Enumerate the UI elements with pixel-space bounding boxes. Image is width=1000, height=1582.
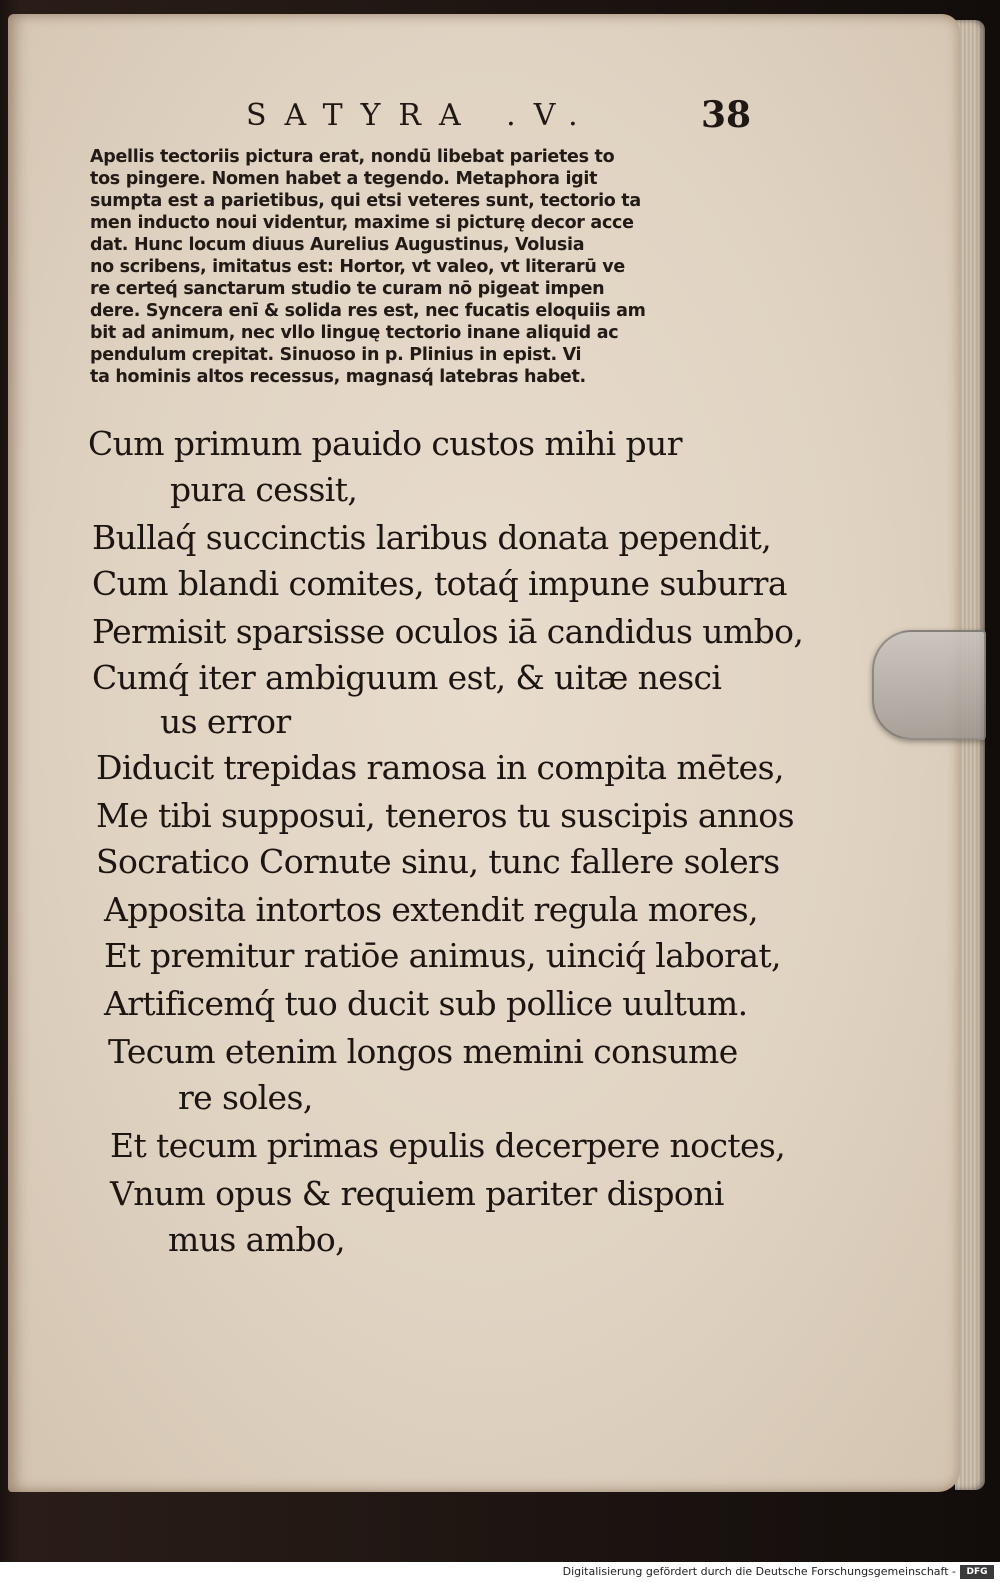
commentary-line: no scribens, imitatus est: Hortor, vt valeo, vt literarū ve xyxy=(90,257,625,277)
verse-line: Me tibi supposui, teneros tu suscipis annos xyxy=(96,796,794,835)
footer-bar xyxy=(0,1562,1000,1582)
commentary-line: Apellis tectoriis pictura erat, nondū libebat parietes to xyxy=(90,147,615,167)
verse-line: Cumq́ iter ambiguum est, & uitæ nesci xyxy=(92,658,722,697)
commentary-line: men inducto noui videntur, maxime si picturę decor acce xyxy=(90,213,634,233)
verse-line: Et premitur ratiōe animus, uinciq́ laborat, xyxy=(104,936,781,975)
running-title: SATYRA .V. xyxy=(246,98,596,133)
verse-line: re soles, xyxy=(178,1078,313,1117)
folio-number: 38 xyxy=(701,94,752,136)
commentary-line: sumpta est a parietibus, qui etsi veteres sunt, tectorio ta xyxy=(90,191,641,211)
commentary-line: dere. Syncera enī & solida res est, nec fucatis eloquiis am xyxy=(90,301,646,321)
verse-line: Apposita intortos extendit regula mores, xyxy=(104,890,759,929)
verse-line: Cum primum pauido custos mihi pur xyxy=(88,424,682,463)
verse-line: us error xyxy=(160,702,291,741)
book-page xyxy=(8,14,960,1492)
commentary-line: re certeq́ sanctarum studio te curam nō pigeat impen xyxy=(90,279,605,299)
verse-line: Bullaq́ succinctis laribus donata pependit, xyxy=(92,518,772,557)
verse-line: pura cessit, xyxy=(170,470,358,509)
funding-credit: Digitalisierung gefördert durch die Deutsche Forschungsgemeinschaft - xyxy=(562,1565,956,1578)
verse-line: Cum blandi comites, totaq́ impune suburra xyxy=(92,564,787,603)
commentary-line: dat. Hunc locum diuus Aurelius Augustinus, Volusia xyxy=(90,235,585,255)
verse-line: Permisit sparsisse oculos iā candidus umbo, xyxy=(92,612,804,651)
commentary-line: bit ad animum, nec vllo linguę tectorio inane aliquid ac xyxy=(90,323,619,343)
page-header xyxy=(246,94,752,140)
verse-line: mus ambo, xyxy=(168,1220,346,1259)
verse-line: Socratico Cornute sinu, tunc fallere solers xyxy=(96,842,780,881)
verse-line: Diducit trepidas ramosa in compita mētes, xyxy=(96,748,784,787)
commentary-line: ta hominis altos recessus, magnasq́ latebras habet. xyxy=(90,367,586,387)
verse-line: Et tecum primas epulis decerpere noctes, xyxy=(110,1126,786,1165)
commentary-line: tos pingere. Nomen habet a tegendo. Metaphora igit xyxy=(90,169,598,189)
verse-line: Tecum etenim longos memini consume xyxy=(108,1032,738,1071)
verse-line: Vnum opus & requiem pariter disponi xyxy=(110,1174,724,1213)
commentary-line: pendulum crepitat. Sinuoso in p. Plinius in epist. Vi xyxy=(90,345,582,365)
commentary-block xyxy=(90,146,730,388)
page-clip xyxy=(872,630,986,740)
dfg-logo-icon: DFG xyxy=(960,1565,994,1579)
verse-line: Artificemq́ tuo ducit sub pollice uultum. xyxy=(104,984,748,1023)
